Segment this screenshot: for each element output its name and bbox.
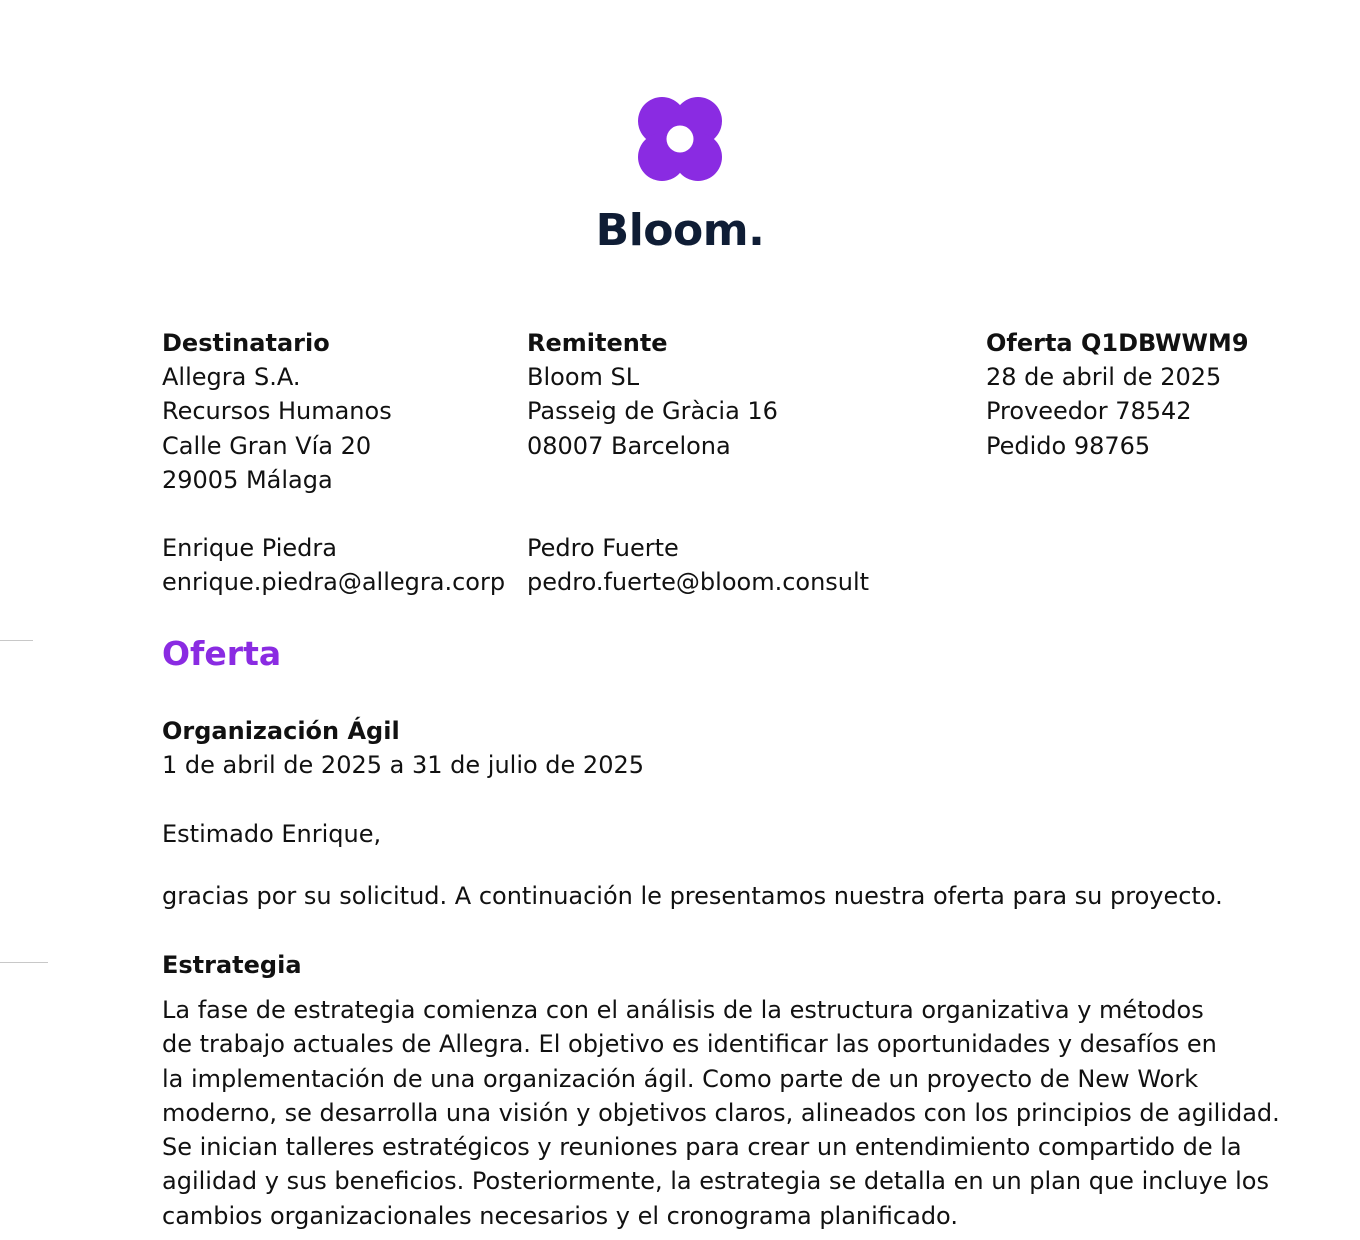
- strategy-line: agilidad y sus beneficios. Posteriormente, la estrategia se detalla en un plan que incluye los: [162, 1167, 1269, 1196]
- offer-meta-block: [986, 326, 1249, 463]
- recipient-company: Allegra S.A.: [162, 363, 301, 392]
- letter-greeting: Estimado Enrique,: [162, 820, 382, 848]
- project-period: 1 de abril de 2025 a 31 de julio de 2025: [162, 751, 645, 780]
- strategy-line: Se inician talleres estratégicos y reuniones para crear un entendimiento compartido de la: [162, 1133, 1242, 1162]
- bloom-flower-logo-icon: [636, 95, 724, 183]
- recipient-heading: Destinatario: [162, 329, 330, 357]
- section-title: Oferta: [162, 634, 282, 673]
- strategy-line: cambios organizacionales necesarios y el cronograma planificado.: [162, 1201, 958, 1230]
- project-name: Organización Ágil: [162, 717, 400, 745]
- offer-number: Oferta Q1DBWWM9: [986, 329, 1249, 357]
- fold-mark-middle: [0, 962, 48, 963]
- recipient-street: Calle Gran Vía 20: [162, 431, 372, 460]
- project-block: [162, 714, 644, 782]
- strategy-paragraph: [162, 993, 1280, 1233]
- brand-name: Bloom.: [595, 205, 765, 256]
- sender-city: 08007 Barcelona: [527, 431, 731, 460]
- recipient-department: Recursos Humanos: [162, 397, 392, 426]
- sender-contact-email: pedro.fuerte@bloom.consult: [527, 568, 870, 597]
- sender-street: Passeig de Gràcia 16: [527, 397, 778, 426]
- sender-company: Bloom SL: [527, 363, 640, 392]
- strategy-line: de trabajo actuales de Allegra. El objetivo es identificar las oportunidades y desafíos en: [162, 1030, 1217, 1059]
- offer-supplier: Proveedor 78542: [986, 397, 1192, 426]
- letter-intro: gracias por su solicitud. A continuación le presentamos nuestra oferta para su proyecto.: [162, 882, 1223, 910]
- fold-mark-top: [0, 640, 33, 641]
- sender-heading: Remitente: [527, 329, 668, 357]
- offer-order: Pedido 98765: [986, 431, 1151, 460]
- logo-center: [667, 126, 694, 153]
- strategy-line: La fase de estrategia comienza con el análisis de la estructura organizativa y métodos: [162, 996, 1204, 1024]
- sender-block: [527, 326, 869, 600]
- recipient-block: [162, 326, 505, 600]
- recipient-contact-name: Enrique Piedra: [162, 534, 337, 563]
- recipient-contact-email: enrique.piedra@allegra.corp: [162, 568, 506, 597]
- sender-contact-name: Pedro Fuerte: [527, 534, 679, 563]
- strategy-title: Estrategia: [162, 951, 302, 979]
- strategy-line: la implementación de una organización ágil. Como parte de un proyecto de New Work: [162, 1064, 1199, 1093]
- offer-date: 28 de abril de 2025: [986, 363, 1222, 392]
- recipient-city: 29005 Málaga: [162, 465, 333, 494]
- strategy-line: moderno, se desarrolla una visión y objetivos claros, alineados con los principios de agilidad.: [162, 1098, 1280, 1127]
